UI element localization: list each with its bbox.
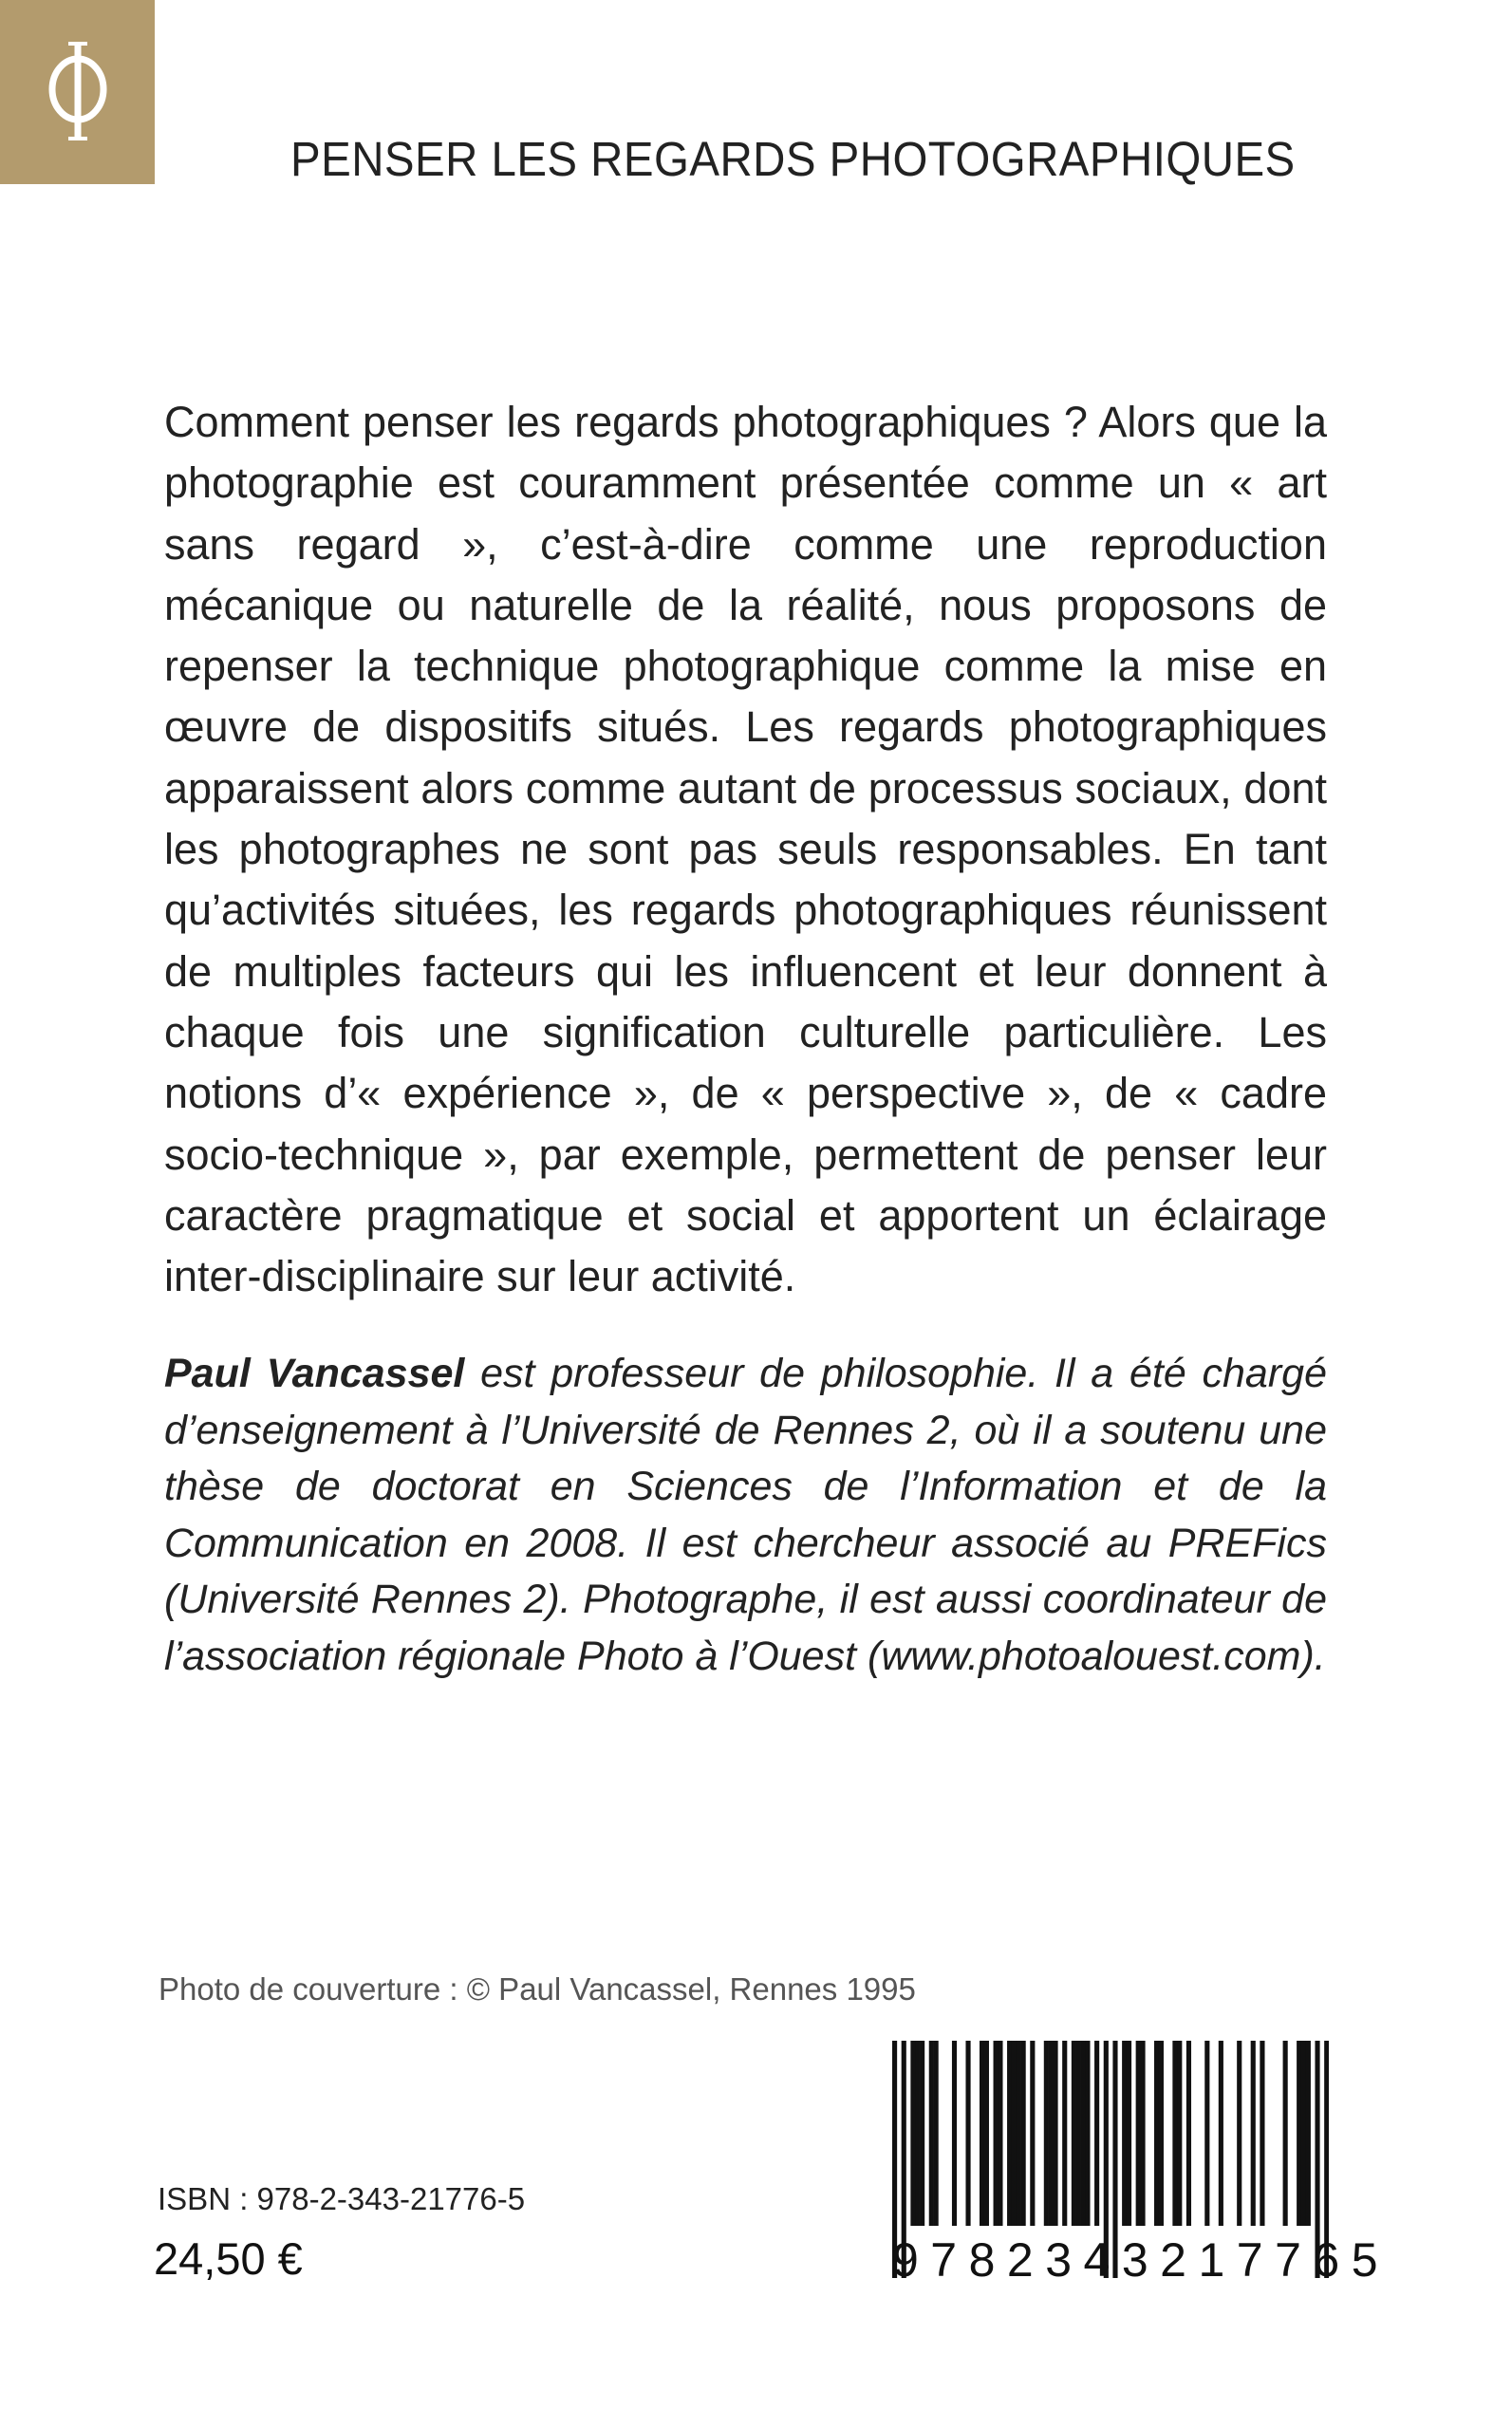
barcode-bar	[1204, 2041, 1209, 2226]
barcode-bar	[1081, 2041, 1086, 2226]
barcode-bar	[980, 2041, 984, 2226]
barcode-bar	[934, 2041, 939, 2226]
barcode-bar	[1251, 2041, 1256, 2226]
barcode-bar	[1017, 2041, 1021, 2226]
barcode-bar	[1283, 2041, 1288, 2226]
barcode-bar	[1237, 2041, 1241, 2226]
phi-logo-icon	[0, 0, 155, 184]
barcode-bar	[1301, 2041, 1306, 2226]
author-bio-text: est professeur de philosophie. Il a été chargé d’enseignement à l’Université de Rennes 2, où il a soutenu une thèse de doctorat en Sciences de l’Information et de la Communication en 2008. Il est chercheur associé au PREFics (Université Rennes 2). Photographe, il est aussi coordinateur de l’association régionale Photo à l’Ouest (www.photoalouest.com).	[164, 1351, 1327, 1679]
barcode-bar	[1085, 2041, 1090, 2226]
barcode-bar	[1007, 2041, 1012, 2226]
barcode-bar	[1012, 2041, 1017, 2226]
price-label: 24,50 €	[154, 2233, 303, 2284]
publisher-logo	[0, 0, 155, 184]
barcode-bar	[1049, 2041, 1054, 2226]
author-bio	[164, 1346, 1327, 1685]
barcode-bar	[1062, 2041, 1067, 2226]
barcode-bar	[1030, 2041, 1035, 2226]
barcode-bar	[915, 2041, 920, 2226]
barcode-bar	[1186, 2041, 1191, 2226]
photo-credit: Photo de couverture : © Paul Vancassel, Rennes 1995	[159, 1971, 916, 2007]
barcode-bar	[965, 2041, 970, 2226]
barcode-bar	[1127, 2041, 1131, 2226]
barcode-bar	[984, 2041, 989, 2226]
series-title: PENSER LES REGARDS PHOTOGRAPHIQUES	[290, 132, 1296, 186]
barcode-bar	[1306, 2041, 1311, 2226]
barcode-bar	[1021, 2041, 1026, 2226]
barcode-bar	[1122, 2041, 1127, 2226]
barcode-bar	[1159, 2041, 1164, 2226]
barcode-bar	[1172, 2041, 1177, 2226]
barcode-bar	[1219, 2041, 1223, 2226]
barcode-bar	[994, 2041, 999, 2226]
isbn-label: ISBN : 978-2-343-21776-5	[158, 2181, 526, 2216]
barcode-bar	[1094, 2041, 1099, 2226]
barcode-digits: 9782343217765	[892, 2233, 1390, 2287]
barcode-bar	[1136, 2041, 1141, 2226]
barcode-bar	[1072, 2041, 1076, 2226]
barcode-bar	[929, 2041, 934, 2226]
barcode-bar	[910, 2041, 915, 2226]
barcode-bar	[1140, 2041, 1145, 2226]
barcode-bar	[1044, 2041, 1049, 2226]
barcode-bar	[1177, 2041, 1182, 2226]
barcode-bar	[998, 2041, 1002, 2226]
barcode-bar	[1154, 2041, 1159, 2226]
barcode-bar	[1076, 2041, 1081, 2226]
barcode-bar	[1053, 2041, 1057, 2226]
barcode-bar	[1297, 2041, 1301, 2226]
author-name: Paul Vancassel	[164, 1351, 465, 1396]
barcode-bar	[952, 2041, 957, 2226]
barcode-bar	[1260, 2041, 1264, 2226]
barcode-bar	[920, 2041, 924, 2226]
synopsis-text: Comment penser les regards photographiques ? Alors que la photographie est couramment présentée comme un « art sans regard », c’est-à-dire comme une reproduction mécanique ou naturelle de la réalité, nous proposons de repenser la technique photographique comme la mise en œuvre de dispositifs situés. Les regards photographiques apparaissent alors comme autant de processus sociaux, dont les photographes ne sont pas seuls responsables. En tant qu’activités situées, les regards photographiques réunissent de multiples facteurs qui les influencent et leur donnent à chaque fois une signification culturelle particulière. Les notions d’« expérience », de « perspective », de « cadre socio-technique », par exemple, permettent de penser leur caractère pragmatique et social et apportent un éclairage inter-disciplinaire sur leur activité.	[164, 398, 1327, 1301]
